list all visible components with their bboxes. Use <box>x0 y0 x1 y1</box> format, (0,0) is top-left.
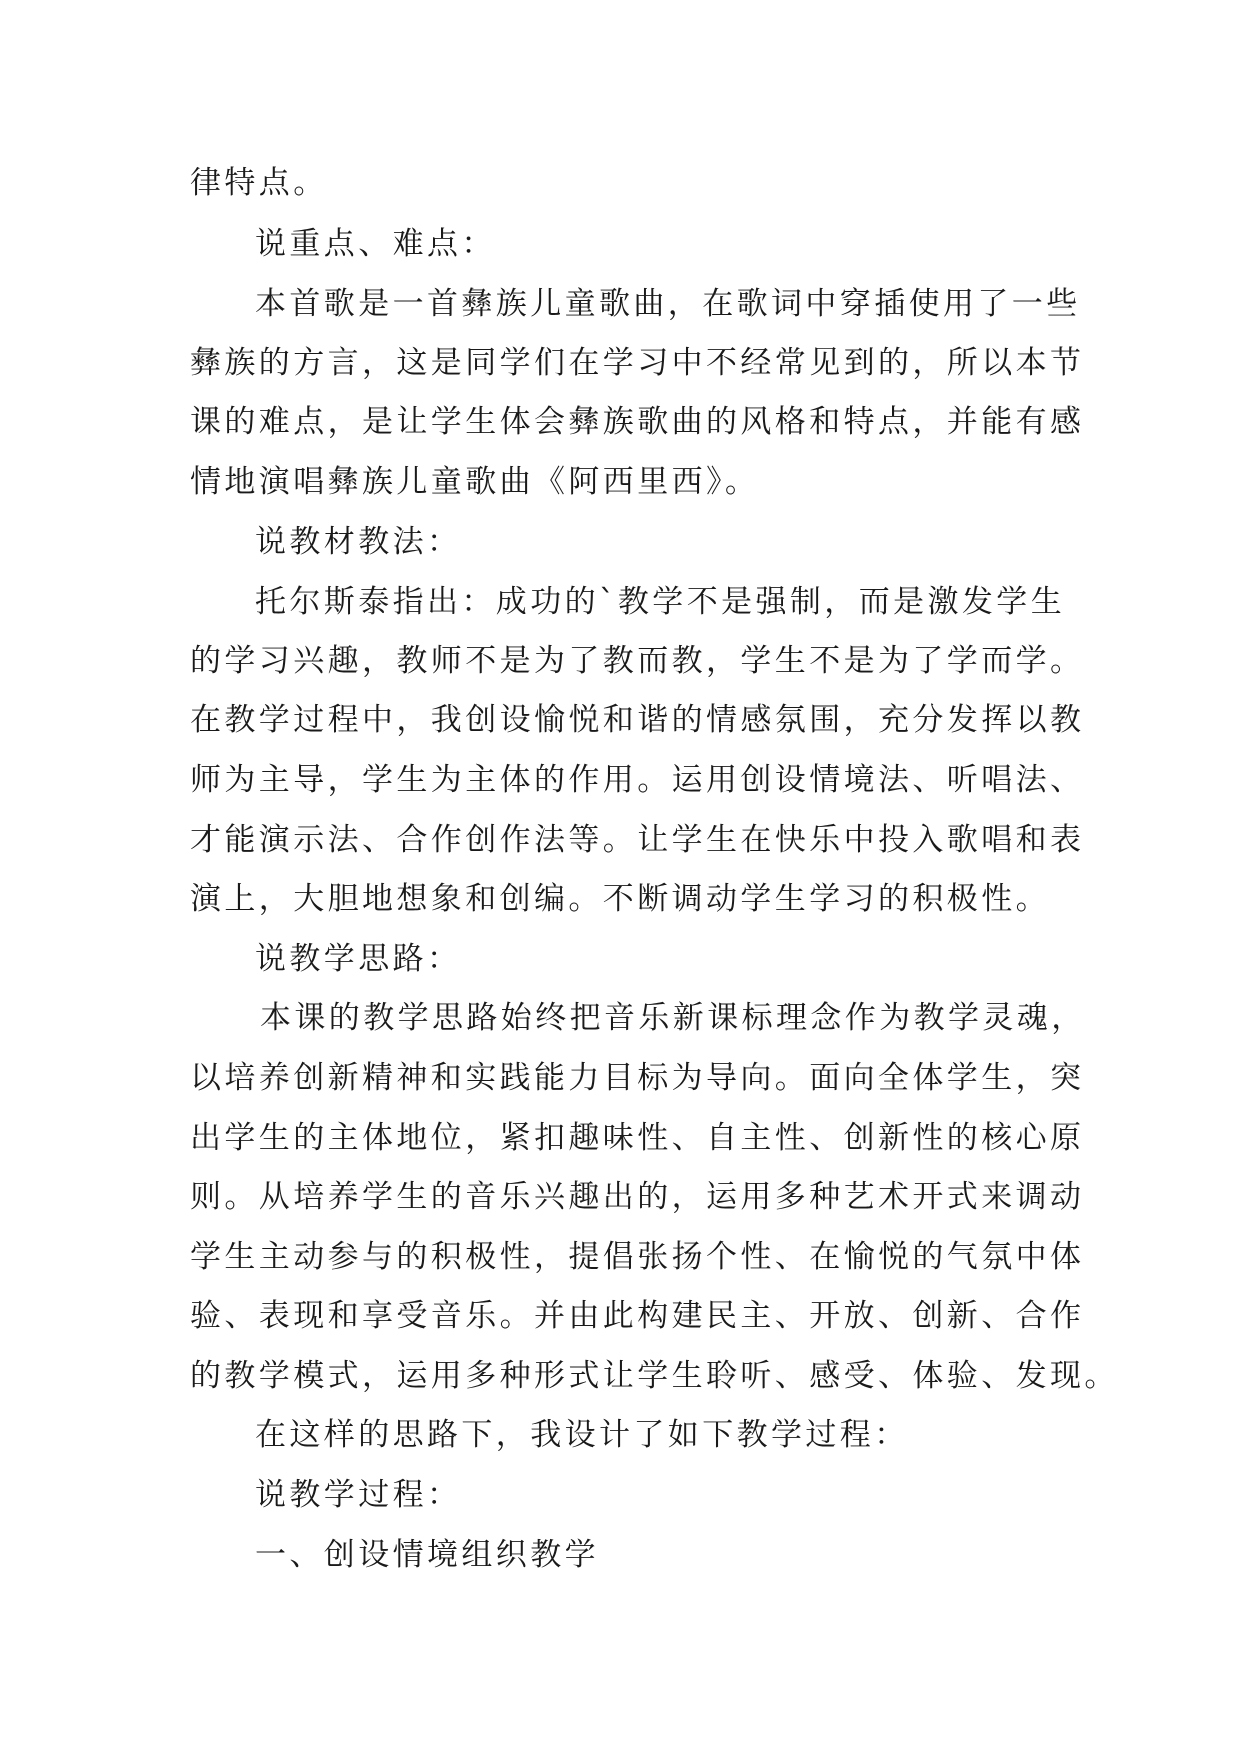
text-line: 师为主导，学生为主体的作用。运用创设情境法、听唱法、 <box>190 762 1085 798</box>
section-heading: 说教材教法： <box>255 524 462 560</box>
text-line: 本课的教学思路始终把音乐新课标理念作为教学灵魂， <box>260 1000 1086 1036</box>
text-line: 在这样的思路下，我设计了如下教学过程： <box>255 1417 909 1453</box>
text-line: 课的难点，是让学生体会彝族歌曲的风格和特点，并能有感 <box>190 404 1085 440</box>
text-line: 托尔斯泰指出：成功的`教学不是强制，而是激发学生 <box>255 584 1066 620</box>
text-line: 律特点。 <box>190 165 328 201</box>
text-line: 的教学模式，运用多种形式让学生聆听、感受、体验、发现。 <box>190 1358 1119 1394</box>
text-line: 情地演唱彝族儿童歌曲《阿西里西》。 <box>190 464 760 500</box>
section-heading: 说教学思路： <box>255 941 462 977</box>
text-line: 则。从培养学生的音乐兴趣出的，运用多种艺术开式来调动 <box>190 1179 1085 1215</box>
text-line: 彝族的方言，这是同学们在学习中不经常见到的，所以本节 <box>190 345 1085 381</box>
text-line: 才能演示法、合作创作法等。让学生在快乐中投入歌唱和表 <box>190 822 1085 858</box>
text-line: 学生主动参与的积极性，提倡张扬个性、在愉悦的气氛中体 <box>190 1239 1085 1275</box>
section-heading: 说教学过程： <box>255 1477 462 1513</box>
text-line: 演上，大胆地想象和创编。不断调动学生学习的积极性。 <box>190 881 1050 917</box>
text-line: 验、表现和享受音乐。并由此构建民主、开放、创新、合作 <box>190 1298 1085 1334</box>
section-heading: 说重点、难点： <box>255 226 496 262</box>
text-line: 的学习兴趣，教师不是为了教而教，学生不是为了学而学。 <box>190 643 1085 679</box>
text-line: 在教学过程中，我创设愉悦和谐的情感氛围，充分发挥以教 <box>190 702 1085 738</box>
text-line: 本首歌是一首彝族儿童歌曲，在歌词中穿插使用了一些 <box>255 286 1081 322</box>
text-line: 以培养创新精神和实践能力目标为导向。面向全体学生，突 <box>190 1060 1085 1096</box>
section-heading: 一、创设情境组织教学 <box>255 1537 599 1573</box>
text-line: 出学生的主体地位，紧扣趣味性、自主性、创新性的核心原 <box>190 1120 1085 1156</box>
